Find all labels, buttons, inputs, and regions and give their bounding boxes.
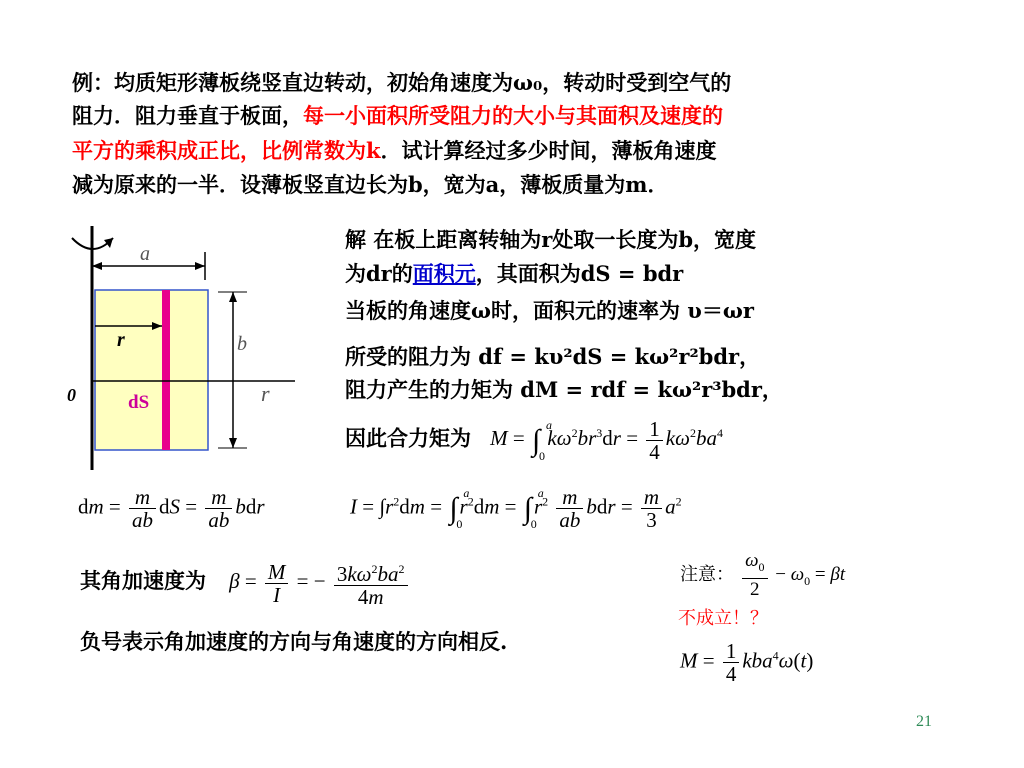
total-torque-equation: M = ∫ a 0 $k\omega^2br^3dr$ = $\frac{1}{4}$ $k\omega^2ba^4$ bbox=[490, 417, 723, 464]
angular-acceleration-row: 其角加速度为 β = $\frac{M}{I}$ = − $\frac{3k\omega^2ba^2}{4m}$ bbox=[80, 558, 411, 608]
plate bbox=[95, 290, 208, 450]
total-torque-row: 因此合力矩为 M = ∫ a 0 $k\omega^2br^3dr$ = $\frac{1}{4}$ $k\omega^2ba^4$ bbox=[345, 417, 723, 464]
solution-line-2: 为dr的面积元，其面积为dS = bdr bbox=[345, 261, 684, 286]
solution-line-4: 所受的阻力为 df = kυ²dS = kω²r²bdr， bbox=[345, 344, 761, 369]
note-equation: $\frac{\omega_0}{2}$ − $\omega_0 = \beta t$ bbox=[739, 564, 845, 585]
problem-line-1: 例：均质矩形薄板绕竖直边转动，初始角速度为ω₀，转动时受到空气的 bbox=[72, 70, 732, 95]
rotating-plate-diagram bbox=[55, 218, 315, 473]
inertia-equation: $I = \int r^2dm$ = ∫ a 0 $r^2dm$ = ∫ a 0 $r^2$ $\frac{m}{ab}$ bdr = $\frac{m}{3}$ $a^2$ bbox=[350, 485, 682, 532]
label-b: b bbox=[237, 333, 247, 355]
note-row: 注意： $\frac{\omega_0}{2}$ − $\omega_0 = \beta t$ bbox=[680, 550, 846, 600]
torque-time-equation: M = $\frac{1}{4}$ kba$^4$ω(t) bbox=[680, 639, 814, 686]
area-element-strip bbox=[162, 290, 170, 450]
solution-line-1: 解 在板上距离转轴为r处取一长度为b，宽度 bbox=[345, 227, 757, 252]
label-r-inner: r bbox=[117, 329, 125, 351]
sign-note: 负号表示角加速度的方向与角速度的方向相反. bbox=[80, 629, 508, 654]
label-a: a bbox=[140, 243, 150, 265]
solution-line-5: 阻力产生的力矩为 dM = rdf = kω²r³bdr， bbox=[345, 377, 783, 402]
page-number: 21 bbox=[916, 713, 932, 730]
label-r-axis: r bbox=[261, 381, 270, 406]
problem-line-2: 阻力．阻力垂直于板面，每一小面积所受阻力的大小与其面积及速度的 bbox=[72, 103, 723, 128]
problem-line-4: 减为原来的一半．设薄板竖直边长为b，宽为a，薄板质量为m． bbox=[72, 172, 669, 197]
area-element-link[interactable]: 面积元 bbox=[412, 261, 476, 286]
label-origin: 0 bbox=[67, 385, 76, 405]
label-dS: dS bbox=[128, 392, 150, 413]
problem-line-3: 平方的乘积成正比，比例常数为k．试计算经过多少时间，薄板角速度 bbox=[72, 138, 717, 163]
beta-equation: β = $\frac{M}{I}$ = − $\frac{3k\omega^2ba^2}{4m}$ bbox=[229, 569, 410, 593]
not-valid-note: 不成立！？ bbox=[678, 608, 768, 629]
solution-line-3: 当板的角速度ω时，面积元的速率为 υ＝ωr bbox=[345, 298, 754, 323]
dm-equation: dm = $\frac{m}{ab}$ dS = $\frac{m}{ab}$ bdr bbox=[78, 485, 265, 532]
